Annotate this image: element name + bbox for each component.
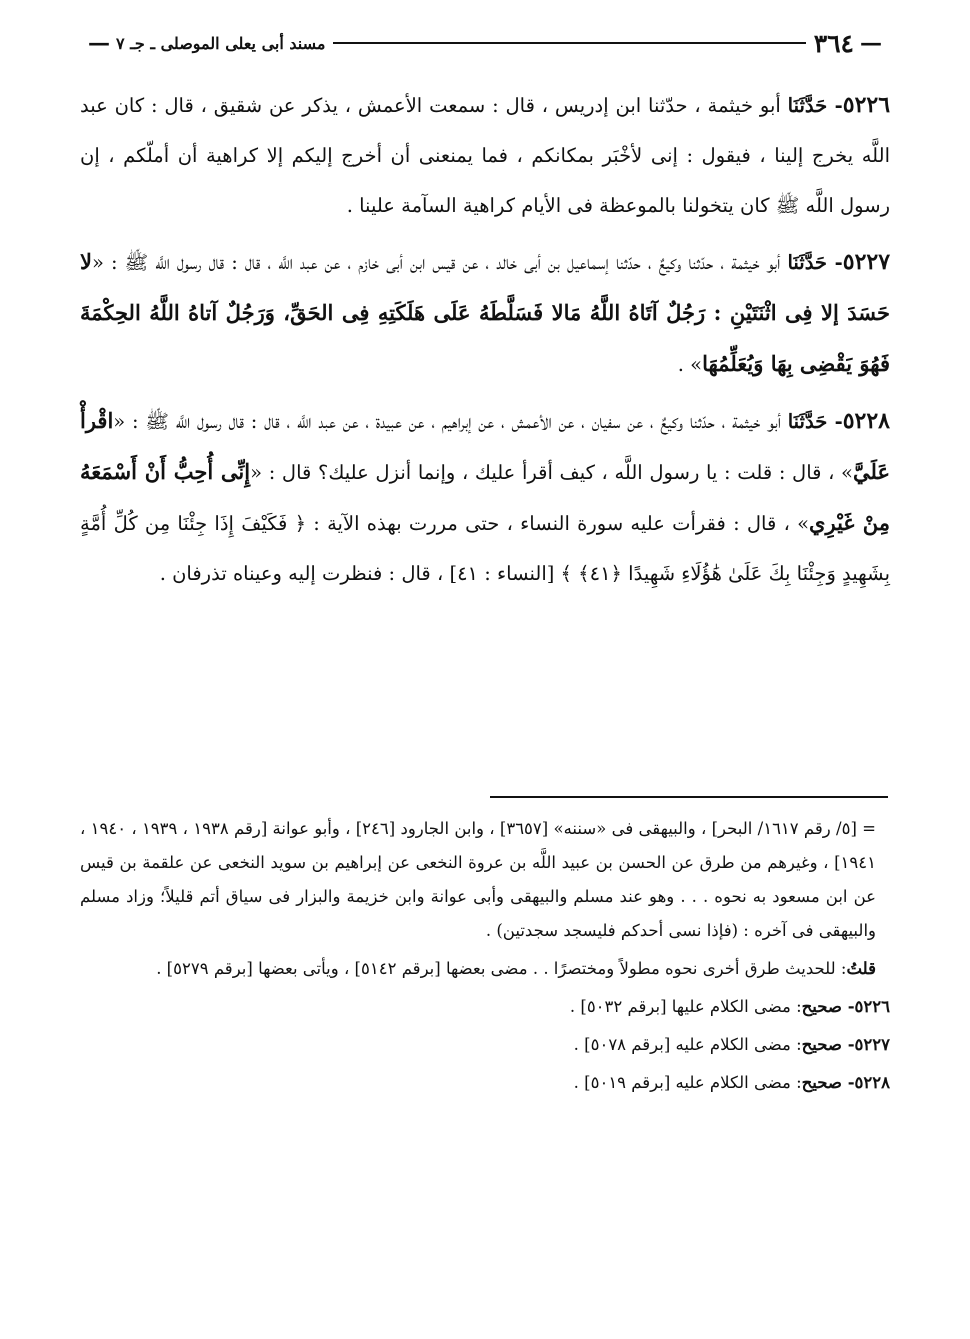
prophetic-quote: لا حَسَدَ إلا فِى اثْنَتَيْنِ : رَجُلٌ آتَاهُ اللَّهُ مَالا فَسَلَّطَهُ عَلَى هَلَكَتِهِ فِى الحَقِّ، وَرَجُلٌ آتاهُ اللَّهُ الحِكْمَةَ فَهُوَ يَقْضِى بِهَا وَيُعَلِّمُهَا bbox=[80, 249, 890, 376]
grading-label: ٥٢٢٦- صحيح bbox=[801, 997, 890, 1016]
footnote-qultu bbox=[80, 952, 890, 986]
hadith-text: » ، قال : قلت : يا رسول اللَّه ، كيف أقرأ عليك ، وإنما أنزل عليك؟ قال : « bbox=[250, 461, 853, 484]
hadith-text: أبو خيثمة ، حدّثنا وكيعٌ ، حدّثنا إسماعيل بن أبى خالد ، عن قيس ابن أبى خازم ، عن عبد اللَّه ، قال : قال رسول اللَّه ﷺ : « bbox=[91, 251, 781, 274]
grading-5227 bbox=[80, 1028, 890, 1062]
running-header: — ٣٦٤ مسند أبى يعلى الموصلى ـ جـ ٧ — bbox=[88, 28, 882, 58]
hadith-text: أبو خيثمة ، حدّثنا ابن إدريس ، قال : سمعت الأعمش ، يذكر عن شقيق ، قال : كان عبد اللَّه يخرج إلينا ، فيقول : إنى لأخْبَر بمكانكم ، فما يمنعنى أن أخرج إليكم إلا كراهية أن أملّكم ، إن رسول اللَّه ﷺ كان يتخولنا بالموعظة فى الأيام كراهية السآمة علينا . bbox=[80, 94, 890, 217]
hadith-lead: حَدَّثَنَا bbox=[787, 94, 828, 117]
prophetic-quote: اقْرأْ عَلَيَّ bbox=[80, 408, 890, 484]
hadith-text: أبو خيثمة ، حدّثنا وكيعٌ ، عن سفيان ، عن الأعمش ، عن إبراهيم ، عن عبيدة ، عن عبد اللَّه ، قال : قال رسول اللَّه ﷺ : « bbox=[113, 410, 781, 433]
hadith-lead: حَدَّثَنَا bbox=[787, 251, 827, 274]
hadith-lead: حَدَّثَنَا bbox=[787, 410, 828, 433]
grading-5228 bbox=[80, 1066, 890, 1100]
hadith-number: ٥٢٢٨ bbox=[842, 408, 890, 434]
book-title: مسند أبى يعلى الموصلى ـ جـ ٧ bbox=[116, 33, 326, 53]
hadith-text: » . bbox=[677, 353, 703, 376]
grading-5226 bbox=[80, 990, 890, 1024]
hadith-5226: ٥٢٢٦- حَدَّثَنَا أبو خيثمة ، حدّثنا ابن إدريس ، قال : سمعت الأعمش ، يذكر عن شقيق ، قال : كان عبد اللَّه يخرج إلينا ، فيقول : إنى لأخْبَر بمكانكم ، فما يمنعنى أن أخرج إليكم إلا كراهية أن أملّكم ، إن رسول اللَّه ﷺ كان يتخولنا بالموعظة فى الأيام كراهية السآمة علينا . bbox=[80, 92, 891, 217]
qultu-text: : للحديث طرق أخرى نحوه مطولاً ومختصرًا . . مضى بعضها [برقم ٥١٤٢] ، ويأتى بعضها [برقم ٥٢٧٩] . bbox=[156, 959, 847, 978]
footnote-continuation: = [٥/ رقم ١٦١٧/ البحر] ، والبيهقى فى «سننه» [٣٦٥٧] ، وابن الجارود [٢٤٦] ، وأبو عوانة [رقم ١٩٣٨ ، ١٩٣٩ ، ١٩٤٠ ، ١٩٤١] ، وغيرهم من طرق عن الحسن بن عبيد اللَّه بن عروة النخعى عن إبراهيم بن سويد النخعى عن علقمة بن قيس عن ابن مسعود به نحوه . . . وهو عند مسلم والبيهقى وأبى عوانة وابن خزيمة والبزار فى سياق أتم قليلاً؛ وزاد مسلم والبيهقى فى آخره : (فإذا نسى أحدكم فليسجد سجدتين) . bbox=[80, 819, 876, 940]
grading-text: : مضى الكلام عليه [برقم ٥٠٧٨] . bbox=[573, 1035, 802, 1054]
grading-text: : مضى الكلام عليها [برقم ٥٠٣٢] . bbox=[569, 997, 802, 1016]
grading-text: : مضى الكلام عليه [برقم ٥٠١٩] . bbox=[573, 1073, 802, 1092]
hadith-5227: ٥٢٢٧- حَدَّثَنَا أبو خيثمة ، حدّثنا وكيعٌ ، حدّثنا إسماعيل بن أبى خالد ، عن قيس ابن أبى خازم ، عن عبد اللَّه ، قال : قال رسول اللَّه ﷺ : «لا حَسَدَ إلا فِى اثْنَتَيْنِ : رَجُلٌ آتَاهُ اللَّهُ مَالا فَسَلَّطَهُ عَلَى هَلَكَتِهِ فِى الحَقِّ، وَرَجُلٌ آتاهُ اللَّهُ الحِكْمَةَ فَهُوَ يَقْضِى بِهَا وَيُعَلِّمُهَا» . bbox=[80, 249, 891, 376]
page-number: ٣٦٤ bbox=[813, 28, 854, 58]
grading-label: ٥٢٢٧- صحيح bbox=[801, 1035, 890, 1054]
prophetic-quote: إِنِّى أُحِبُّ أَنْ أَسْمَعَهُ مِنْ غَيْرِي bbox=[80, 459, 890, 535]
hadith-5228: ٥٢٢٨- حَدَّثَنَا أبو خيثمة ، حدّثنا وكيعٌ ، عن سفيان ، عن الأعمش ، عن إبراهيم ، عن عبيدة ، عن عبد اللَّه ، قال : قال رسول اللَّه ﷺ : «اقْرأْ عَلَيَّ» ، قال : قلت : يا رسول اللَّه ، كيف أقرأ عليك ، وإنما أنزل عليك؟ قال : «إِنِّى أُحِبُّ أَنْ أَسْمَعَهُ مِنْ غَيْرِي» ، قال : فقرأت عليه سورة النساء ، حتى مررت بهذه الآية : ﴿ فَكَيْفَ إِذَا جِئْنَا مِن كُلِّ أُمَّةٍ بِشَهِيدٍ وَجِئْنَا بِكَ عَلَىٰ هَٰؤُلَاءِ شَهِيدًا ﴿٤١﴾ ﴾ [النساء : ٤١] ، قال : فنظرت إليه وعيناه تذرفان . bbox=[80, 408, 890, 585]
hadith-text: » ، قال : فقرأت عليه سورة النساء ، حتى مررت بهذه الآية : ﴿ فَكَيْفَ إِذَا جِئْنَا مِن كُلِّ أُمَّةٍ بِشَهِيدٍ وَجِئْنَا بِكَ عَلَىٰ هَٰؤُلَاءِ شَهِيدًا ﴿٤١﴾ ﴾ [النساء : ٤١] ، قال : فنظرت إليه وعيناه تذرفان . bbox=[80, 512, 890, 585]
qultu-label: قلتُ bbox=[846, 959, 876, 978]
footnotes bbox=[80, 812, 890, 1104]
hadith-number: ٥٢٢٦ bbox=[842, 92, 891, 118]
header-rule bbox=[333, 42, 805, 44]
grading-label: ٥٢٢٨- صحيح bbox=[801, 1073, 890, 1092]
hadith-number: ٥٢٢٧ bbox=[842, 249, 891, 275]
footnote-separator bbox=[490, 796, 888, 798]
main-text bbox=[80, 80, 890, 605]
